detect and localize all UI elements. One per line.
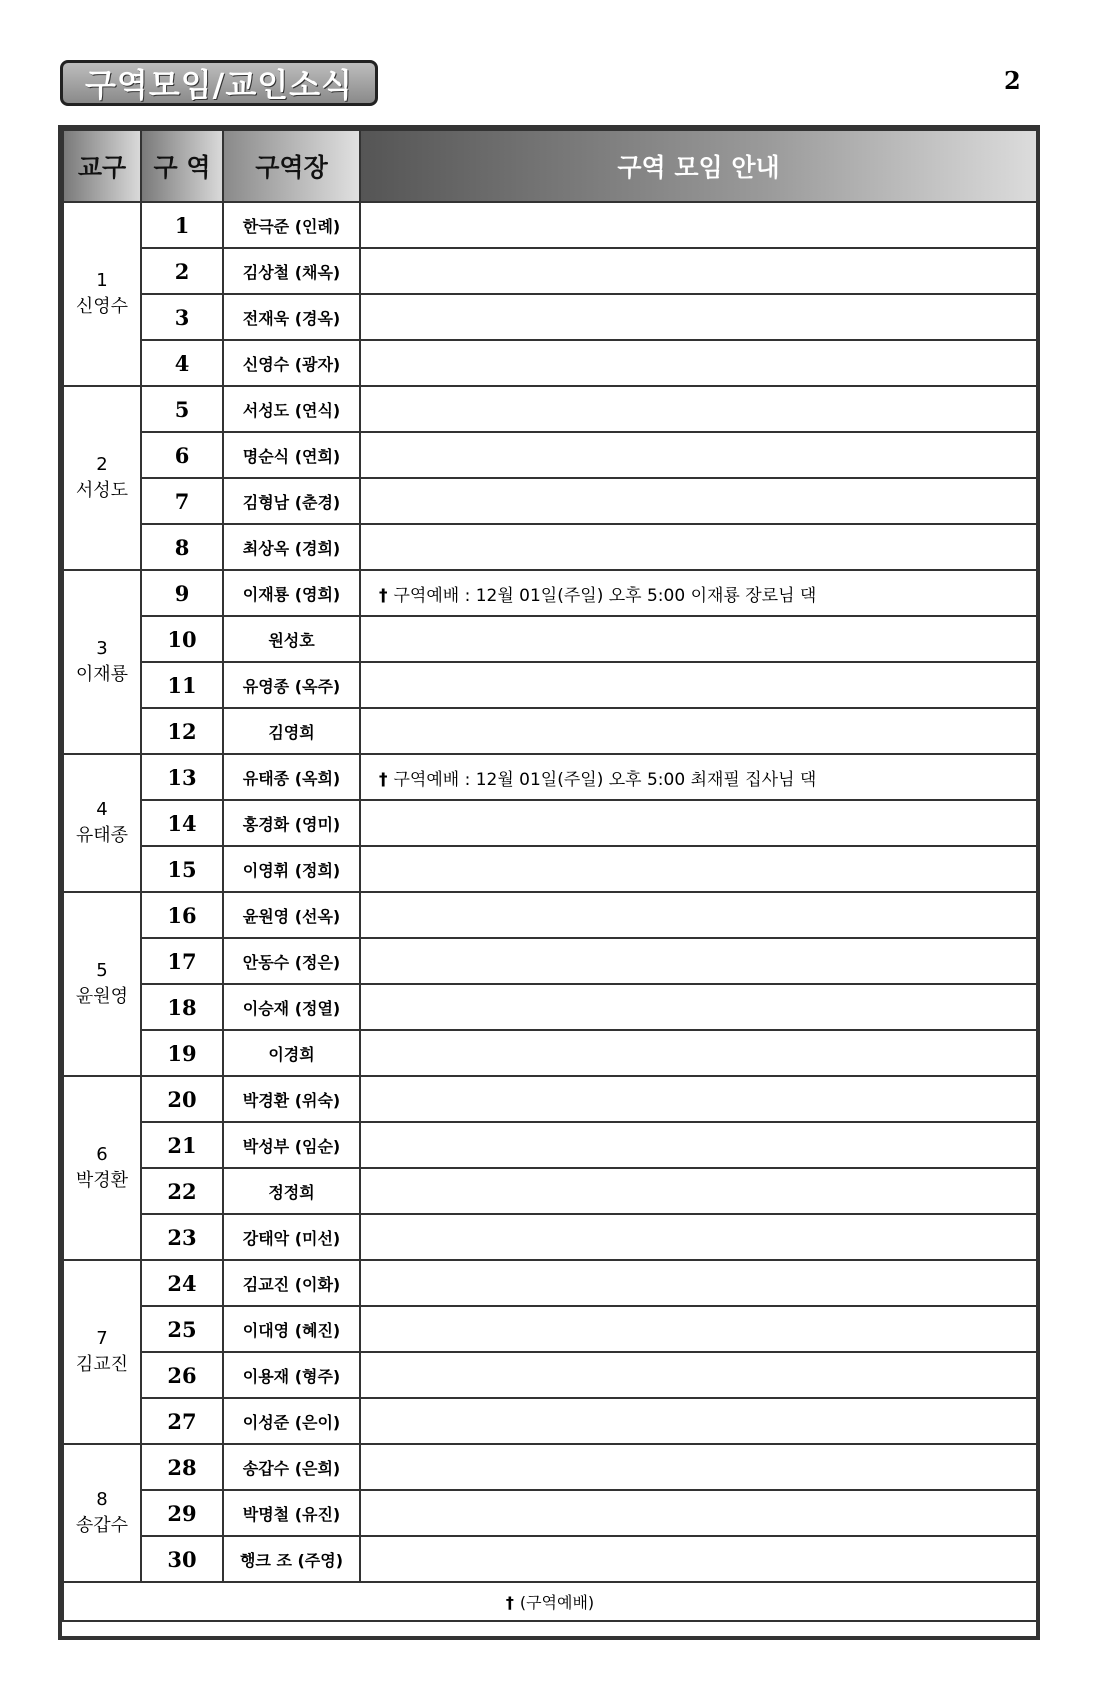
meeting-note: 구역예배 : 12월 01일(주일) 오후 5:00 이재룡 장로님 댁 — [393, 585, 817, 606]
cross-icon: † — [379, 585, 388, 606]
table-row — [63, 202, 1037, 248]
district-number: 5 — [141, 386, 223, 432]
meeting-info — [360, 1122, 1037, 1168]
district-number: 14 — [141, 800, 223, 846]
meeting-info — [360, 1214, 1037, 1260]
district-number: 30 — [141, 1536, 223, 1582]
meeting-info — [360, 616, 1037, 662]
group-number: 4 — [96, 799, 108, 820]
district-number: 23 — [141, 1214, 223, 1260]
page-number: 2 — [1004, 66, 1021, 95]
group-cell — [63, 892, 141, 1076]
meeting-info — [360, 708, 1037, 754]
meeting-info — [360, 1536, 1037, 1582]
district-leader: 유영종 (옥주) — [223, 662, 360, 708]
district-leader: 이승재 (정열) — [223, 984, 360, 1030]
table-footer-row — [63, 1582, 1037, 1621]
table-row — [63, 616, 1037, 662]
district-leader: 이용재 (형주) — [223, 1352, 360, 1398]
table-row — [63, 662, 1037, 708]
table-row — [63, 248, 1037, 294]
table-row — [63, 570, 1037, 616]
district-leader: 김형남 (춘경) — [223, 478, 360, 524]
table-row — [63, 1214, 1037, 1260]
district-leader: 서성도 (연식) — [223, 386, 360, 432]
meeting-info — [360, 800, 1037, 846]
column-header-group: 교구 — [63, 130, 141, 202]
meeting-info — [360, 524, 1037, 570]
meeting-info — [360, 432, 1037, 478]
table-row — [63, 294, 1037, 340]
district-number: 12 — [141, 708, 223, 754]
district-number: 4 — [141, 340, 223, 386]
group-leader: 이재룡 — [75, 664, 129, 685]
district-number: 3 — [141, 294, 223, 340]
district-leader: 김영희 — [223, 708, 360, 754]
district-leader: 강태악 (미선) — [223, 1214, 360, 1260]
district-leader: 정정희 — [223, 1168, 360, 1214]
district-leader: 윤원영 (선옥) — [223, 892, 360, 938]
meeting-info — [360, 1076, 1037, 1122]
group-cell — [63, 570, 141, 754]
district-leader: 안동수 (정은) — [223, 938, 360, 984]
district-number: 13 — [141, 754, 223, 800]
district-leader: 이대영 (혜진) — [223, 1306, 360, 1352]
group-leader: 박경환 — [75, 1170, 129, 1191]
district-number: 20 — [141, 1076, 223, 1122]
group-number: 1 — [96, 270, 108, 291]
group-number: 6 — [96, 1144, 108, 1165]
meeting-info — [360, 294, 1037, 340]
district-leader: 이재룡 (영희) — [223, 570, 360, 616]
meeting-info — [360, 340, 1037, 386]
district-leader: 전재욱 (경옥) — [223, 294, 360, 340]
district-number: 1 — [141, 202, 223, 248]
meeting-info — [360, 1398, 1037, 1444]
meeting-info — [360, 892, 1037, 938]
footer-legend-text: (구역예배) — [519, 1593, 595, 1612]
table-row — [63, 1306, 1037, 1352]
group-cell — [63, 1444, 141, 1582]
district-number: 8 — [141, 524, 223, 570]
group-number: 2 — [96, 454, 108, 475]
district-number: 24 — [141, 1260, 223, 1306]
group-leader: 윤원영 — [75, 986, 129, 1007]
table-row — [63, 432, 1037, 478]
table-row — [63, 386, 1037, 432]
district-number: 19 — [141, 1030, 223, 1076]
district-number: 28 — [141, 1444, 223, 1490]
table-row — [63, 800, 1037, 846]
district-leader: 박명철 (유진) — [223, 1490, 360, 1536]
district-number: 22 — [141, 1168, 223, 1214]
district-number: 25 — [141, 1306, 223, 1352]
table-row — [63, 1444, 1037, 1490]
district-number: 21 — [141, 1122, 223, 1168]
meeting-info — [360, 478, 1037, 524]
group-number: 8 — [96, 1489, 108, 1510]
table-row — [63, 1398, 1037, 1444]
district-leader: 박경환 (위숙) — [223, 1076, 360, 1122]
district-leader: 송갑수 (은희) — [223, 1444, 360, 1490]
meeting-info — [360, 248, 1037, 294]
table-header-row — [63, 130, 1037, 202]
table-row — [63, 524, 1037, 570]
section-title-box — [60, 60, 378, 106]
column-header-district: 구 역 — [141, 130, 223, 202]
meeting-info — [360, 754, 1037, 800]
meeting-info — [360, 938, 1037, 984]
district-number: 15 — [141, 846, 223, 892]
district-leader: 행크 조 (주영) — [223, 1536, 360, 1582]
section-title: 구역모임/교인소식 — [85, 66, 353, 104]
meeting-info — [360, 1490, 1037, 1536]
district-number: 27 — [141, 1398, 223, 1444]
footer-legend — [63, 1582, 1037, 1621]
meeting-info — [360, 1260, 1037, 1306]
meeting-info — [360, 984, 1037, 1030]
group-number: 7 — [96, 1328, 108, 1349]
group-leader: 송갑수 — [75, 1515, 129, 1536]
district-number: 17 — [141, 938, 223, 984]
group-cell — [63, 754, 141, 892]
table-row — [63, 1490, 1037, 1536]
district-table-frame — [58, 125, 1040, 1640]
group-cell — [63, 386, 141, 570]
district-leader: 한극준 (인례) — [223, 202, 360, 248]
district-leader: 홍경화 (영미) — [223, 800, 360, 846]
group-leader: 서성도 — [75, 480, 129, 501]
meeting-info — [360, 386, 1037, 432]
group-leader: 신영수 — [75, 296, 129, 317]
table-row — [63, 938, 1037, 984]
table-row — [63, 1260, 1037, 1306]
meeting-info — [360, 1444, 1037, 1490]
district-number: 6 — [141, 432, 223, 478]
district-number: 26 — [141, 1352, 223, 1398]
district-leader: 김교진 (이화) — [223, 1260, 360, 1306]
table-row — [63, 708, 1037, 754]
district-number: 2 — [141, 248, 223, 294]
table-row — [63, 754, 1037, 800]
table-row — [63, 1076, 1037, 1122]
meeting-note: 구역예배 : 12월 01일(주일) 오후 5:00 최재필 집사님 댁 — [393, 769, 817, 790]
column-header-leader: 구역장 — [223, 130, 360, 202]
table-row — [63, 340, 1037, 386]
group-cell — [63, 1076, 141, 1260]
group-cell — [63, 202, 141, 386]
table-row — [63, 1536, 1037, 1582]
group-leader: 김교진 — [75, 1354, 129, 1375]
meeting-info — [360, 846, 1037, 892]
group-number: 5 — [96, 960, 108, 981]
district-number: 7 — [141, 478, 223, 524]
district-leader: 원성호 — [223, 616, 360, 662]
district-number: 9 — [141, 570, 223, 616]
district-number: 18 — [141, 984, 223, 1030]
cross-icon: † — [505, 1593, 514, 1612]
district-leader: 박성부 (임순) — [223, 1122, 360, 1168]
meeting-info — [360, 570, 1037, 616]
district-leader: 이성준 (은이) — [223, 1398, 360, 1444]
meeting-info — [360, 202, 1037, 248]
table-body — [63, 202, 1037, 1582]
district-leader: 명순식 (연희) — [223, 432, 360, 478]
district-leader: 이경희 — [223, 1030, 360, 1076]
district-number: 11 — [141, 662, 223, 708]
district-table — [62, 129, 1038, 1622]
table-row — [63, 1168, 1037, 1214]
table-row — [63, 1122, 1037, 1168]
group-number: 3 — [96, 638, 108, 659]
district-leader: 신영수 (광자) — [223, 340, 360, 386]
column-header-meeting-info: 구역 모임 안내 — [360, 130, 1037, 202]
cross-icon: † — [379, 769, 388, 790]
table-row — [63, 984, 1037, 1030]
district-leader: 김상철 (채옥) — [223, 248, 360, 294]
table-row — [63, 892, 1037, 938]
district-leader: 이영휘 (정희) — [223, 846, 360, 892]
meeting-info — [360, 1306, 1037, 1352]
table-row — [63, 478, 1037, 524]
table-row — [63, 1352, 1037, 1398]
meeting-info — [360, 662, 1037, 708]
district-leader: 유태종 (옥희) — [223, 754, 360, 800]
table-row — [63, 1030, 1037, 1076]
meeting-info — [360, 1168, 1037, 1214]
district-leader: 최상옥 (경희) — [223, 524, 360, 570]
meeting-info — [360, 1352, 1037, 1398]
meeting-info — [360, 1030, 1037, 1076]
table-row — [63, 846, 1037, 892]
group-leader: 유태종 — [75, 825, 129, 846]
group-cell — [63, 1260, 141, 1444]
district-number: 16 — [141, 892, 223, 938]
district-number: 10 — [141, 616, 223, 662]
district-number: 29 — [141, 1490, 223, 1536]
